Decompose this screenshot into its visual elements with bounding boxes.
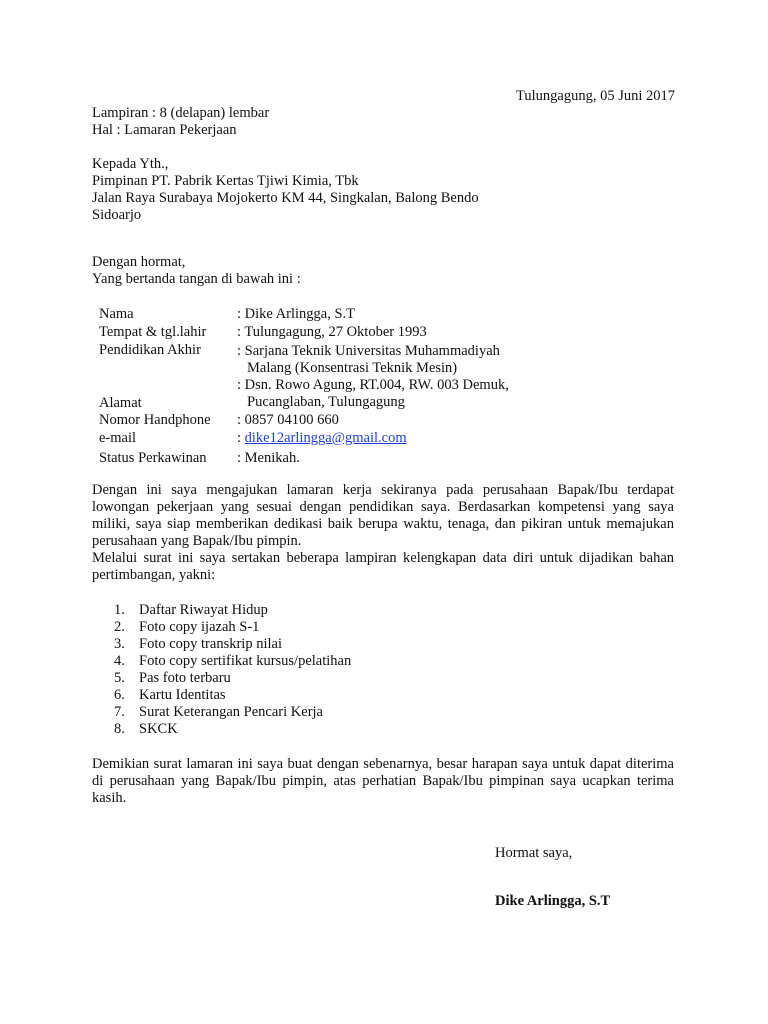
recipient-address: Jalan Raya Surabaya Mojokerto KM 44, Singkalan, Balong Bendo [92, 190, 479, 206]
list-item: Pas foto terbaru [139, 670, 231, 686]
ttl-value: : Tulungagung, 27 Oktober 1993 [237, 324, 427, 340]
hal-line: Hal : Lamaran Pekerjaan [92, 122, 237, 138]
hp-label: Nomor Handphone [99, 412, 211, 428]
recipient-name: Pimpinan PT. Pabrik Kertas Tjiwi Kimia, Tbk [92, 173, 359, 189]
email-link[interactable]: dike12arlingga@gmail.com [244, 430, 407, 446]
list-item: Daftar Riwayat Hidup [139, 602, 268, 618]
recipient-greeting: Kepada Yth., [92, 156, 169, 172]
list-item: Surat Keterangan Pencari Kerja [139, 704, 323, 720]
list-item: SKCK [139, 721, 178, 737]
pendidikan-label: Pendidikan Akhir [99, 342, 201, 358]
lampiran-line: Lampiran : 8 (delapan) lembar [92, 105, 270, 121]
list-item-number: 3. [114, 636, 125, 652]
list-item-number: 4. [114, 653, 125, 669]
nama-label: Nama [99, 306, 134, 322]
intro-line: Yang bertanda tangan di bawah ini : [92, 271, 301, 287]
signature-name: Dike Arlingga, S.T [495, 893, 611, 909]
status-value: : Menikah. [237, 450, 300, 466]
list-item-number: 2. [114, 619, 125, 635]
list-item: Foto copy sertifikat kursus/pelatihan [139, 653, 352, 669]
hp-value: : 0857 04100 660 [237, 412, 339, 428]
alamat-value-2: Pucanglaban, Tulungagung [247, 394, 405, 410]
list-item-number: 5. [114, 670, 125, 686]
letter-date: Tulungagung, 05 Juni 2017 [516, 88, 675, 104]
recipient-city: Sidoarjo [92, 207, 142, 223]
paragraph-attachments-intro: Melalui surat ini saya sertakan beberapa lampiran kelengkapan data diri untuk dijadikan bahan pertimbangan, yakni: [92, 550, 674, 583]
alamat-value-1: : Dsn. Rowo Agung, RT.004, RW. 003 Demuk, [237, 377, 509, 393]
status-label: Status Perkawinan [99, 450, 207, 466]
nama-value: : Dike Arlingga, S.T [237, 306, 356, 322]
sign-off: Hormat saya, [495, 845, 573, 861]
alamat-label: Alamat [99, 395, 142, 411]
email-label: e-mail [99, 430, 137, 446]
list-item-number: 1. [114, 602, 125, 618]
email-colon: : [237, 430, 242, 446]
pendidikan-value-2: Malang (Konsentrasi Teknik Mesin) [247, 360, 458, 376]
list-item: Foto copy transkrip nilai [139, 636, 282, 652]
paragraph-closing: Demikian surat lamaran ini saya buat dengan sebenarnya, besar harapan saya untuk dapat diterima di perusahaan yang Bapak/Ibu pimpin, atas perhatian Bapak/Ibu pimpinan saya ucapkan terima kasih. [92, 756, 674, 806]
salutation: Dengan hormat, [92, 254, 186, 270]
email-row [237, 430, 407, 447]
paragraph-application: Dengan ini saya mengajukan lamaran kerja sekiranya pada perusahaan Bapak/Ibu terdapat lowongan pekerjaan yang sesuai dengan pendidikan saya. Berdasarkan kompetensi yang saya miliki, saya siap memberikan dedikasi baik berupa waktu, tenaga, dan pikiran untuk memajukan perusahaan yang Bapak/Ibu pimpin. [92, 482, 674, 549]
pendidikan-value-1: : Sarjana Teknik Universitas Muhammadiyah [237, 343, 500, 359]
ttl-label: Tempat & tgl.lahir [99, 324, 207, 340]
list-item-number: 7. [114, 704, 125, 720]
list-item: Foto copy ijazah S-1 [139, 619, 260, 635]
list-item: Kartu Identitas [139, 687, 226, 703]
list-item-number: 6. [114, 687, 125, 703]
list-item-number: 8. [114, 721, 125, 737]
